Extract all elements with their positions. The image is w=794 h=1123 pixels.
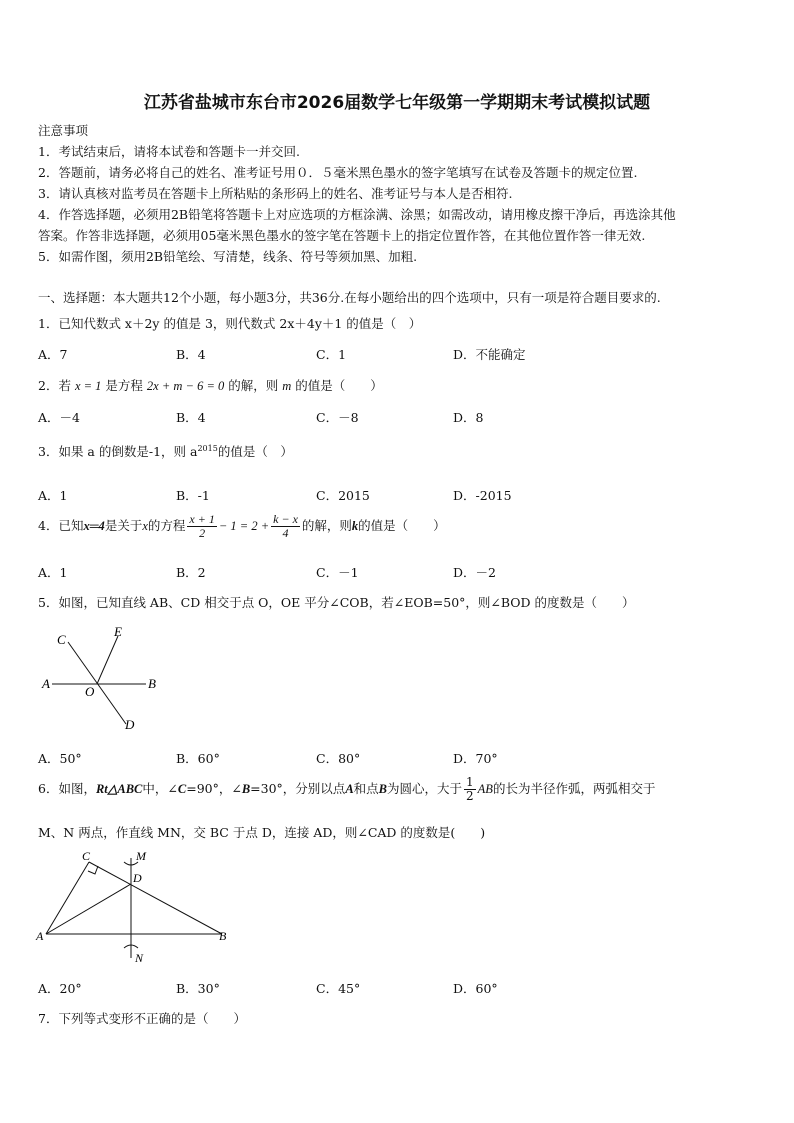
- label-b: B: [148, 676, 156, 691]
- right-angle-mark: [88, 866, 98, 874]
- q6-option-a: A．20°: [38, 981, 82, 996]
- q2-eq2: 2x + m − 6 = 0: [146, 379, 225, 393]
- q4-fraction-1: $\frac{x + 1}{2}$: [189, 512, 215, 541]
- q3-stem-text: 3．如果 a 的倒数是-1，则 a: [38, 444, 198, 459]
- q2-mid: 是方程: [105, 378, 143, 393]
- q5-figure: [30, 620, 170, 735]
- label-m: M: [136, 849, 146, 863]
- label-d: D: [133, 871, 142, 885]
- q6-triangle: Rt△ABC: [95, 782, 143, 797]
- note-item: 答案。作答非选择题，必须用05毫米黑色墨水的签字笔在答题卡上的指定位置作答，在其他位置作答一律无效.: [38, 228, 646, 243]
- q2-suffix: 的值是（ ）: [295, 378, 383, 393]
- label-a: A: [36, 929, 44, 943]
- q1-option-c: C．1: [316, 347, 347, 362]
- q2-option-a: A．－4: [38, 410, 80, 425]
- q5-option-d: D．70°: [453, 751, 498, 766]
- note-item: 3．请认真核对监考员在答题卡上所粘贴的条形码上的姓名、准考证号与本人是否相符.: [38, 186, 513, 201]
- q3-option-c: C．2015: [316, 488, 370, 503]
- note-item: 4．作答选择题，必须用2B铅笔将答题卡上对应选项的方框涂满、涂黑；如需改动，请用橡皮擦干净后，再选涂其他: [38, 207, 676, 222]
- q2-eq1: x = 1: [74, 379, 102, 393]
- q6-angle-c: C: [177, 782, 187, 797]
- segment-ac: [46, 862, 89, 934]
- label-d: D: [125, 717, 135, 732]
- q4-option-a: A．1: [38, 565, 68, 580]
- q4-mid3: 的解，则: [301, 518, 352, 534]
- page-title: 江苏省盐城市东台市2026届数学七年级第一学期期末考试模拟试题: [143, 93, 651, 113]
- q5-option-a: A．50°: [38, 751, 82, 766]
- q6-fraction: $\frac{1}{2}$: [466, 775, 474, 804]
- q5-option-b: B．60°: [176, 751, 220, 766]
- notes-heading: 注意事项: [38, 123, 89, 138]
- q1-option-d: D．不能确定: [453, 347, 526, 362]
- q2-option-c: C．－8: [316, 410, 359, 425]
- q6-option-b: B．30°: [176, 981, 220, 996]
- q3-exponent: 2015: [197, 443, 218, 453]
- label-o: O: [85, 684, 95, 699]
- q1-option-b: B．4: [176, 347, 206, 362]
- q2-option-b: B．4: [176, 410, 206, 425]
- q4-mid2: 的方程: [147, 518, 186, 534]
- q2-option-d: D．8: [453, 410, 484, 425]
- question-1-stem: 1．已知代数式 x＋2y 的值是 3，则代数式 2x＋4y＋1 的值是（ ）: [38, 316, 422, 331]
- label-n: N: [135, 951, 144, 965]
- q6-text: 的长为半径作弧，两弧相交于: [492, 781, 656, 797]
- q2-mid2: 的解，则: [228, 378, 279, 393]
- q1-option-a: A．7: [38, 347, 68, 362]
- q6-text: 中，∠: [142, 781, 178, 797]
- q4-mid: 是关于: [104, 518, 143, 534]
- note-item: 5．如需作图，须用2B铅笔绘、写清楚，线条、符号等须加黑、加粗.: [38, 249, 418, 264]
- q4-var2: k: [351, 519, 359, 534]
- q6-text: =30°，分别以点: [250, 781, 346, 797]
- q4-option-c: C．－1: [316, 565, 359, 580]
- q6-option-d: D．60°: [453, 981, 498, 996]
- q6-option-c: C．45°: [316, 981, 361, 996]
- q3-option-d: D．-2015: [453, 488, 512, 503]
- q3-option-b: B．-1: [176, 488, 210, 503]
- q4-option-d: D．－2: [453, 565, 496, 580]
- question-3-stem: [38, 442, 293, 460]
- q4-option-b: B．2: [176, 565, 206, 580]
- q4-between: − 1 = 2 +: [218, 519, 270, 534]
- question-4-stem: [38, 513, 446, 540]
- label-e: E: [114, 624, 122, 639]
- q6-point-b: B: [378, 782, 388, 797]
- segment-ad: [46, 884, 131, 934]
- question-6-line1: [38, 776, 655, 803]
- q4-fraction-2: $\frac{k - x}{4}$: [273, 512, 298, 541]
- q6-angle-b: B: [241, 782, 251, 797]
- q6-text: 6．如图，: [38, 781, 96, 797]
- question-7-stem: 7．下列等式变形不正确的是（ ）: [38, 1011, 246, 1026]
- q6-segment-ab: AB: [477, 782, 493, 797]
- segment-cb: [89, 862, 222, 934]
- q3-suffix: 的值是（ ）: [217, 444, 293, 459]
- ray-oe: [97, 636, 118, 684]
- q4-prefix: 4．已知: [38, 518, 84, 534]
- q6-point-a: A: [345, 782, 354, 797]
- label-a: A: [42, 676, 50, 691]
- label-c: C: [82, 849, 91, 863]
- question-6-line2: M、N 两点，作直线 MN，交 BC 于点 D，连接 AD，则∠CAD 的度数是( ): [38, 825, 486, 840]
- q6-text: 为圆心，大于: [387, 781, 463, 797]
- q6-figure: [32, 848, 232, 968]
- note-item: 1．考试结束后，请将本试卷和答题卡一并交回.: [38, 144, 300, 159]
- q6-text: =90°，∠: [186, 781, 242, 797]
- q6-text: 和点: [353, 781, 379, 797]
- label-b: B: [219, 929, 227, 943]
- note-item: 2．答题前，请务必将自己的姓名、准考证号用０．５毫米黑色墨水的签字笔填写在试卷及答题卡的规定位置.: [38, 165, 638, 180]
- question-5-stem: 5．如图，已知直线 AB、CD 相交于点 O，OE 平分∠COB，若∠EOB=50°，则∠BOD 的度数是（ ）: [38, 595, 635, 610]
- q4-var: x: [142, 519, 148, 534]
- label-c: C: [57, 632, 66, 647]
- q4-suffix: 的值是（ ）: [358, 518, 446, 534]
- q4-cond: x═4: [83, 519, 105, 534]
- q2-var: m: [282, 379, 292, 393]
- question-2-stem: [38, 376, 383, 394]
- q3-option-a: A．1: [38, 488, 68, 503]
- q2-prefix: 2．若: [38, 378, 71, 393]
- q5-option-c: C．80°: [316, 751, 361, 766]
- section-heading: 一、选择题：本大题共12个小题，每小题3分，共36分.在每小题给出的四个选项中，只有一项是符合题目要求的.: [38, 290, 661, 305]
